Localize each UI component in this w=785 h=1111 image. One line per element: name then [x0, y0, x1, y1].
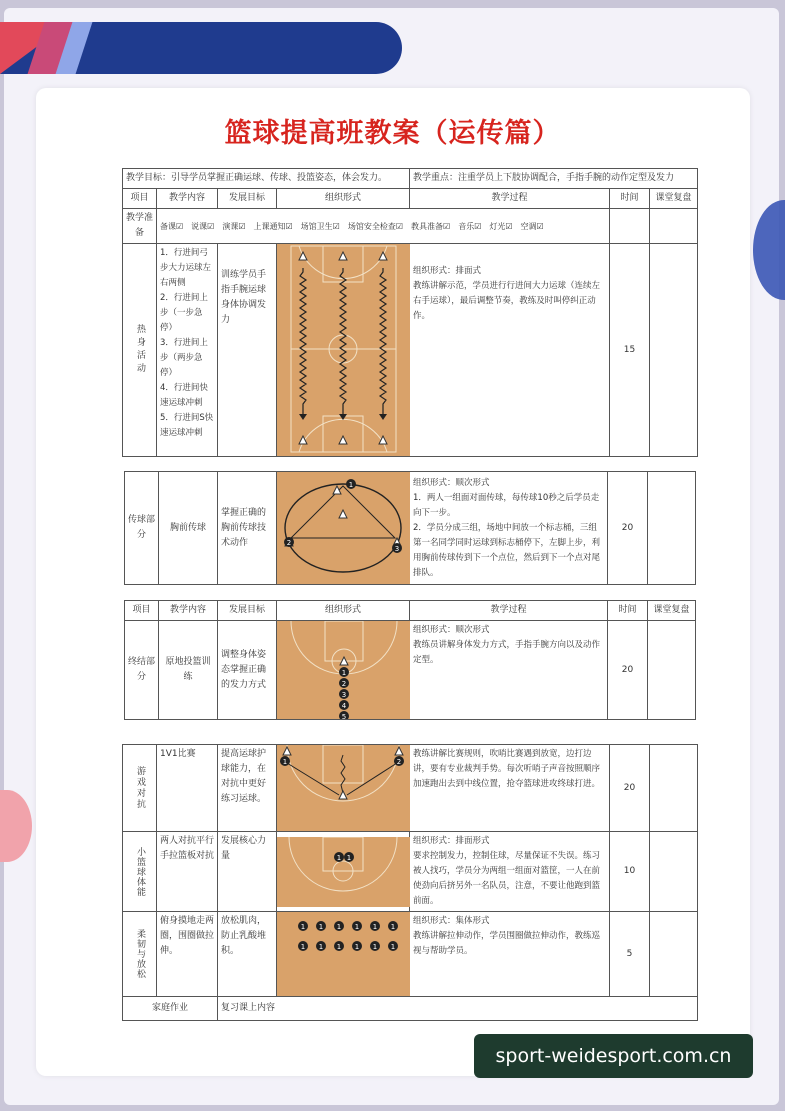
header-project-2: 项目 [125, 601, 159, 621]
teaching-goal: 教学目标：引导学员掌握正确运球、传球、投篮姿态，体会发力。 [123, 169, 410, 189]
game-time: 20 [610, 745, 650, 832]
game-content: 1V1比赛 [157, 745, 218, 832]
relax-marker: 1 [300, 923, 306, 931]
prep-checklist: 备课☑ 说课☑ 演课☑ 上课通知☑ 场馆卫生☑ 场馆安全检查☑ 教具准备☑ 音乐☑ 灯光☑ 空调☑ [157, 209, 610, 244]
end-marker-4: 4 [341, 702, 347, 710]
relax-marker: 1 [300, 943, 306, 951]
relax-process: 组织形式：集体形式 教练讲解拉伸动作，学员围圈做拉伸动作，教练巡视与帮助学员。 [410, 912, 610, 997]
relax-marker: 1 [318, 923, 324, 931]
pass-goal: 掌握正确的胸前传球技术动作 [218, 472, 277, 585]
end-process: 组织形式：顺次形式 教练员讲解身体发力方式，手指手腕方向以及动作定型。 [410, 621, 608, 720]
header-review: 课堂复盘 [650, 189, 698, 209]
header-process: 教学过程 [410, 189, 610, 209]
lesson-table-pass [124, 471, 696, 585]
warmup-review [650, 244, 698, 457]
lesson-table-warmup [122, 168, 698, 457]
end-label: 终结部分 [125, 621, 159, 720]
relax-label: 柔韧与放松 [123, 912, 157, 997]
header-time-2: 时间 [608, 601, 648, 621]
warmup-process: 组织形式：排面式 教练讲解示范，学员进行行进间大力运球（连续左右手运球），最后调整节奏，教练及时叫停纠正动作。 [410, 244, 610, 457]
game-marker-1: 1 [282, 758, 288, 766]
relax-marker: 1 [336, 943, 342, 951]
pass-marker-2: 2 [286, 539, 292, 547]
relax-marker: 1 [354, 943, 360, 951]
physical-marker-1: 1 [336, 853, 342, 862]
end-diagram [277, 621, 410, 720]
pass-marker-3: 3 [394, 545, 400, 553]
lesson-table-game [122, 744, 698, 1021]
header-content-2: 教学内容 [159, 601, 218, 621]
pass-content: 胸前传球 [159, 472, 218, 585]
warmup-label: 热身活动 [123, 244, 157, 457]
lesson-table-end [124, 600, 696, 720]
header-organization-2: 组织形式 [277, 601, 410, 621]
relax-time: 5 [610, 912, 650, 997]
relax-review [650, 912, 698, 997]
page-title: 篮球提高班教案（运传篇） [224, 118, 561, 149]
header-goal: 发展目标 [218, 189, 277, 209]
end-marker-1: 1 [341, 669, 347, 677]
pass-marker-1: 1 [348, 481, 354, 489]
pass-diagram [277, 472, 410, 585]
physical-process: 组织形式：排面形式 要求控制发力，控制住球，尽量保证不失误。练习被人找巧，学员分为两组一组面对篮筐，一人在前使劲向后挤另外一名队员，注意，不要让他跑到篮前面。 [410, 832, 610, 912]
end-goal: 调整身体姿态掌握正确的发力方式 [218, 621, 277, 720]
game-goal: 提高运球护球能力，在对抗中更好练习运球。 [218, 745, 277, 832]
header-project: 项目 [123, 189, 157, 209]
warmup-content: 1．行进间弓步大力运球左右两侧 2．行进间上步（一步急停） 3．行进间上步（两步急停） 4．行进间快速运球冲刺 5．行进间S快速运球冲刺 [157, 244, 218, 457]
watermark: sport-weidesport.com.cn [474, 1034, 753, 1078]
header-banner [0, 22, 402, 74]
game-label: 游戏对抗 [123, 745, 157, 832]
homework-label: 家庭作业 [123, 997, 218, 1021]
game-review [650, 745, 698, 832]
relax-marker: 1 [390, 923, 396, 931]
end-content: 原地投篮训练 [159, 621, 218, 720]
physical-label: 小篮球体能 [123, 832, 157, 912]
header-organization: 组织形式 [277, 189, 410, 209]
relax-marker: 1 [372, 943, 378, 951]
pass-time: 20 [608, 472, 648, 585]
prep-label: 教学准备 [123, 209, 157, 244]
relax-content: 俯身摸地走两圈，围圈做拉伸。 [157, 912, 218, 997]
end-time: 20 [608, 621, 648, 720]
header-goal-2: 发展目标 [218, 601, 277, 621]
teaching-focus: 教学重点：注重学员上下肢协调配合，手指手腕的动作定型及发力 [410, 169, 698, 189]
physical-review [650, 832, 698, 912]
end-marker-5: 5 [341, 713, 347, 719]
header-process-2: 教学过程 [410, 601, 608, 621]
physical-goal: 发展核心力量 [218, 832, 277, 912]
pass-label: 传球部分 [125, 472, 159, 585]
physical-diagram [277, 832, 410, 912]
warmup-time: 15 [610, 244, 650, 457]
relax-marker: 1 [318, 943, 324, 951]
relax-marker: 1 [354, 923, 360, 931]
physical-time: 10 [610, 832, 650, 912]
header-time: 时间 [610, 189, 650, 209]
header-review-2: 课堂复盘 [648, 601, 696, 621]
physical-content: 两人对抗平行手拉篮板对抗 [157, 832, 218, 912]
relax-marker: 1 [336, 923, 342, 931]
end-review [648, 621, 696, 720]
homework-value: 复习课上内容 [218, 997, 698, 1021]
pass-review [648, 472, 696, 585]
relax-marker: 1 [372, 923, 378, 931]
warmup-diagram [277, 244, 410, 457]
game-process: 教练讲解比赛规则，吹哨比赛遇到放宽，边打边讲，要有专业裁判手势。每次听哨子声音按照顺序加速跑出去到中线位置，抢夺篮球进攻终球打进。 [410, 745, 610, 832]
pass-process: 组织形式：顺次形式 1．两人一组面对面传球，每传球10秒之后学员走向下一步。 2．学员分成三组，场地中间放一个标志桶，三组第一名同学同时运球到标志桶停下，左脚上步，利用胸前传球传到下一个点位，然后到下一个点对尾排队。 [410, 472, 608, 585]
game-marker-2: 2 [396, 758, 402, 766]
end-marker-2: 2 [341, 680, 347, 688]
warmup-goal: 训练学员手指手腕运球身体协调发力 [218, 244, 277, 457]
physical-marker-2: 1 [346, 853, 352, 862]
relax-diagram [277, 912, 410, 997]
relax-marker: 1 [390, 943, 396, 951]
end-marker-3: 3 [341, 691, 347, 699]
header-content: 教学内容 [157, 189, 218, 209]
game-diagram [277, 745, 410, 832]
relax-goal: 放松肌肉，防止乳酸堆积。 [218, 912, 277, 997]
